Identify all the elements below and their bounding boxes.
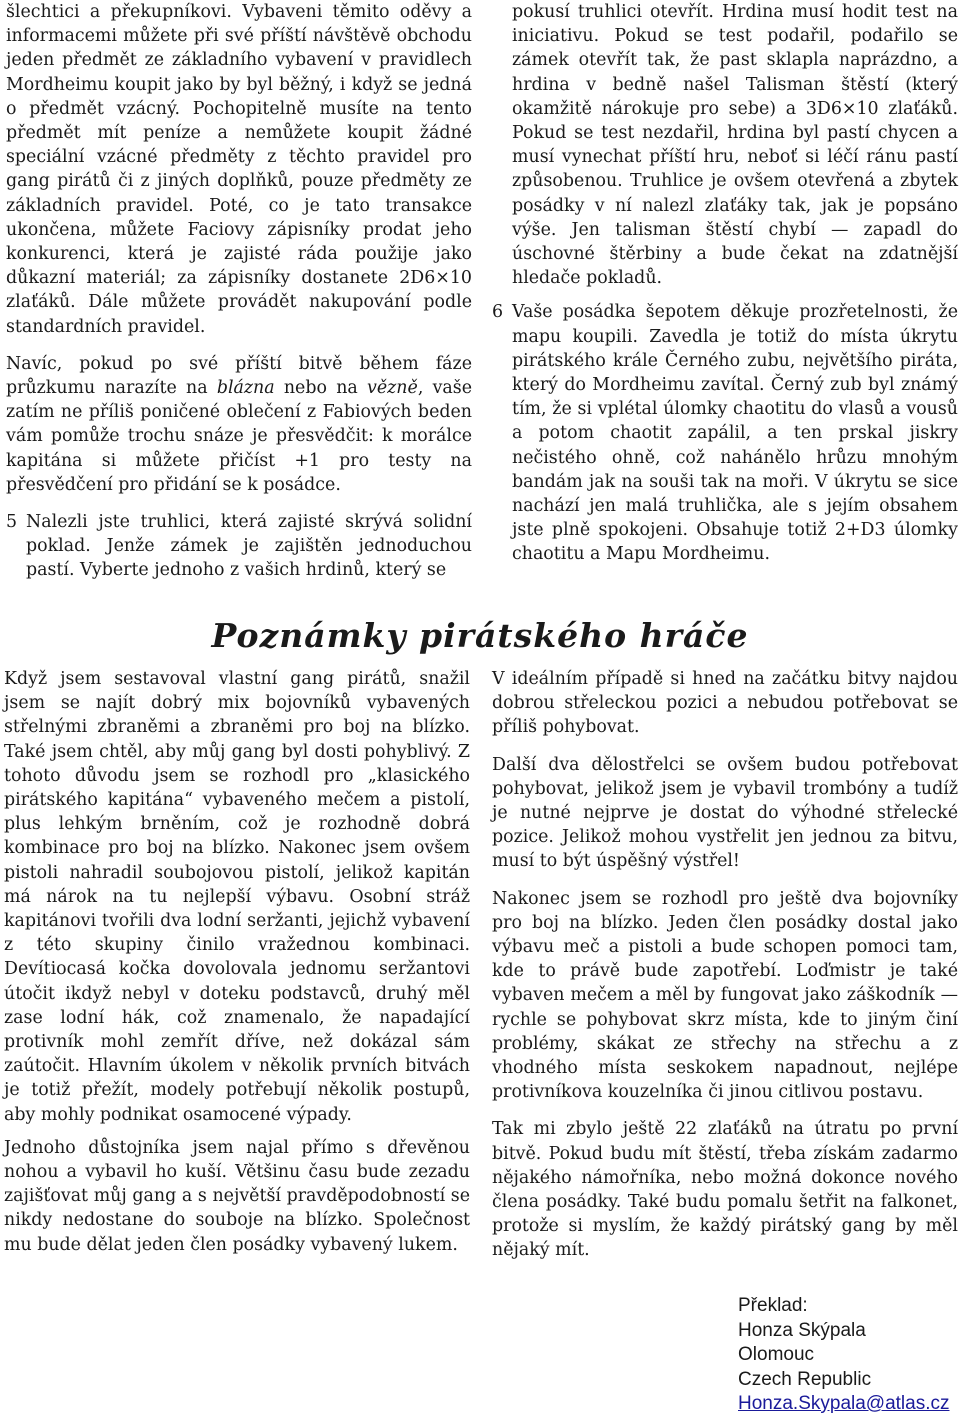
paragraph: Tak mi zbylo ještě 22 zlaťáků na útratu po první bitvě. Pokud budu mít štěstí, třeba získám zadarmo nějakého námořníka, nebo možná dokonce nového člena posádky. Také budu pomalu šetřit na falkonet, protože si myslím, že každý pirátský gang by měl nějaký mít. <box>492 1119 958 1261</box>
credit-name: Honza Skýpala <box>738 1319 866 1341</box>
credit-label: Překlad: <box>738 1295 808 1316</box>
paragraph: šlechtici a překupníkovi. Vybaveni těmito oděvy a informacemi můžete při své příští návštěvě obchodu jeden předmět ze základního vybavení v pravidlech Mordheimu koupit jako by byl běžný, i když se jedná o předmět vzácný. Pochopitelně musíte na tento předmět mít peníze a nemůžete koupit žádné speciální vzácné předměty z těchto pravidel pro gang pirátů či z jiných doplňků, pouze předměty ze základních pravidel. Poté, co je tato transakce ukončena, můžete Faciovy zápisníky prodat jeho konkurenci, která je zajisté ráda použije jako důkazní materiál; za zápisníky dostanete 2D6×10 zlaťáků. Dále můžete provádět nakupování podle standardních pravidel. <box>6 2 472 337</box>
list-item-5 <box>6 510 472 583</box>
paragraph: pokusí truhlici otevřít. Hrdina musí hodit test na iniciativu. Pokud se test podařil, podařilo se zámek otevřít tak, že past sklapla naprázdno, a hrdina v bedně našel Talisman štěstí (který okamžitě nárokuje pro sebe) a 3D6×10 zlaťáků. Pokud se test nezdařil, hrdina byl pastí chycen a musí vynechat příští hru, neboť si léčí ránu pastí způsobenou. Truhlice je ovšem otevřená a zbytek posádky v ní nalezl zlaťáky tak, jak je popsáno výše. Jen talisman štěstí chybí — zapadl do úschovné štěrbiny a bude čekat na zdatnější hledače pokladů. <box>512 2 958 289</box>
top-left-column <box>6 0 472 583</box>
paragraph <box>6 352 472 497</box>
bottom-left-column <box>4 667 470 1257</box>
text-run: nebo na <box>274 378 368 399</box>
translator-credits <box>738 1294 960 1417</box>
emphasis-vezen: vězně <box>367 378 418 399</box>
paragraph: Nakonec jsem se rozhodl pro ještě dva bojovníky pro boj na blízko. Jeden člen posádky dostal jako výbavu meč a pistoli a bude schopen pomoci tam, kde to právě bude zapotřebí. Loďmistr je také vybaven mečem a měl by fungovat jako záškodník — rychle se pohybovat skrz místa, kde to jiným činí problémy, skákat ze střechy na střechu a z vhodného místa seskokem napadnout, nejlépe protivníkova kouzelníka či jinou citlivou postavu. <box>492 888 958 1103</box>
paragraph: Jednoho důstojníka jsem najal přímo s dřevěnou nohou a vybavil ho kuší. Většinu času bude zezadu zajišťovat můj gang a s největší pravděpodobností se nikdy nedostane do souboje na blízko. Společnost mu bude dělat jeden člen posádky vybavený lukem. <box>4 1137 470 1255</box>
paragraph: Když jsem sestavoval vlastní gang pirátů, snažil jsem se najít dobrý mix bojovníků vybavených střelnými zbraněmi a zbraněmi pro boj na blízko. Také jsem chtěl, aby můj gang byl dosti pohyblivý. Z tohoto důvodu jsem se rozhodl pro „klasického pirátského kapitána“ vybaveného mečem a pistolí, plus lehkým brněním, což je rozhodně dobrá kombinace pro boj na blízko. Nakonec jsem ovšem pistoli nahradil soubojovou pistolí, jelikož kapitán má nárok na tu nejlepší výbavu. Osobní stráž kapitánovi tvořili dva lodní seržanti, jejichž vybavení z této skupiny činilo vražednou kombinaci. Devítiocasá kočka dovolovala jednomu seržantovi útočit ikdyž nebyl v doteku podstavců, druhý měl zase lodní hák, což znamenalo, že napadající protivník mohl zemřít dříve, než dokázal sám zaútočit. Hlavním úkolem v několik prvních bitvách je totiž přežít, modely potřebují několik postupů, aby mohly podnikat osamocené výpady. <box>4 669 470 1125</box>
text-run: Navíc, pokud po své příští bitvě během fáze průzkumu narazíte na <box>6 353 472 399</box>
item-text: Nalezli jste truhlici, která zajisté skrývá solidní poklad. Jenže zámek je zajištěn jednoduchou pastí. Vyberte jednoho z vašich hrdinů, který se <box>26 512 472 581</box>
item-number: 6 <box>492 302 504 323</box>
text-run: , vaše zatím ne příliš poničené oblečení z Fabiových beden vám pomůže trochu snáze je přesvědčit: k morálce kapitána si můžete přičíst +1 pro testy na přesvědčení pro přidání se k posádce. <box>6 378 472 495</box>
item-text: Vaše posádka šepotem děkuje prozřetelnosti, že mapu koupili. Zavedla je totiž do místa úkrytu pirátského krále Černého zubu, největšího piráta, který do Mordheimu zavítal. Černý zub byl známý tím, že si vplétal úlomky chaotitu do vlasů a vousů a potom chaotit zapálil, a ten prskal jiskry nečistého ohně, což nahánělo hrůzu mnohým bandám jak na souši tak na moři. V úkrytu se sice nachází jen malá truhlička, ale s jejím obsahem jste plně spokojeni. Obsahuje totiž 2+D3 úlomky chaotitu a Mapu Mordheimu. <box>512 302 958 565</box>
credit-country: Czech Republic <box>738 1368 872 1390</box>
credit-city: Olomouc <box>738 1344 815 1365</box>
section-title: Poznámky pirátského hráče <box>211 616 749 655</box>
item-number: 5 <box>6 512 18 533</box>
email-link[interactable]: Honza.Skypala@atlas.cz <box>738 1393 950 1414</box>
paragraph: Další dva dělostřelci se ovšem budou potřebovat pohybovat, jelikož jsem je vybavil trombóny a tudíž je nutné nejprve je dostat do výhodné střelecké pozice. Jelikož mohou vystřelit jen jednou za bitvu, musí to být úspěšný výstřel! <box>492 754 958 872</box>
bottom-right-column <box>492 667 958 1263</box>
top-right-column <box>492 0 958 567</box>
list-item-6 <box>492 300 958 566</box>
emphasis-blazen: blázna <box>216 378 275 399</box>
paragraph: V ideálním případě si hned na začátku bitvy najdou dobrou střeleckou pozici a nebudou potřebovat se příliš pohybovat. <box>492 669 958 738</box>
